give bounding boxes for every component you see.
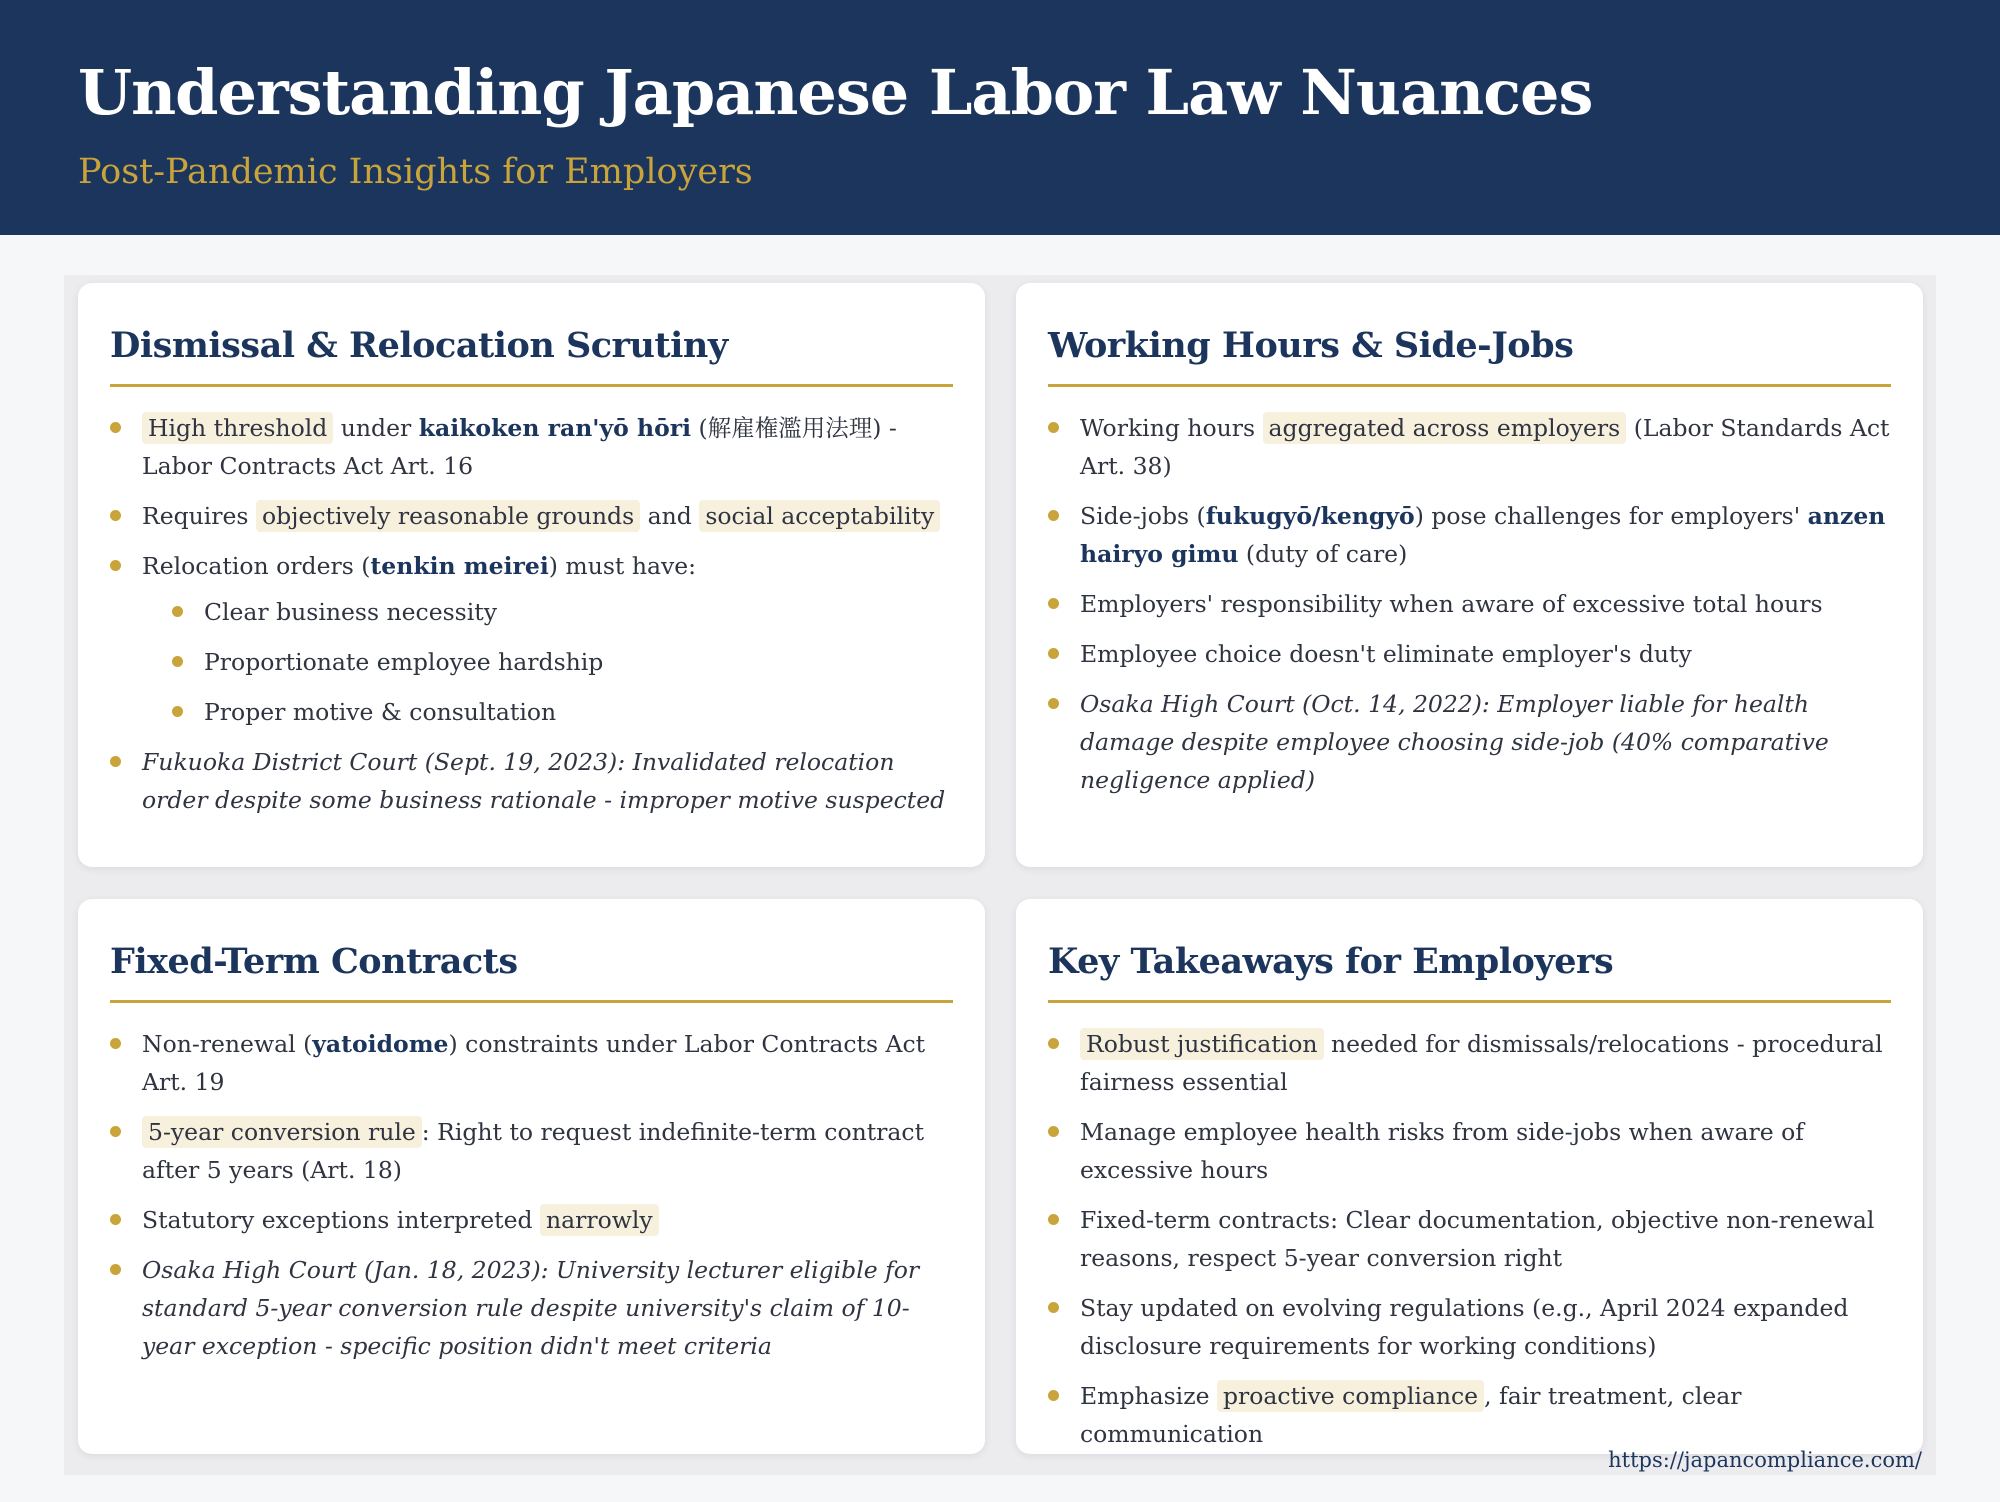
case-citation: Osaka High Court (Oct. 14, 2022): Employer liable for health damage despite employee choosing side-job (40% comparative negligence applied) — [1048, 685, 1891, 799]
text: Emphasize — [1080, 1382, 1217, 1410]
list-item — [1048, 1025, 1891, 1101]
list-item: Stay updated on evolving regulations (e.g., April 2024 expanded disclosure requirements for working conditions) — [1048, 1289, 1891, 1365]
sub-list — [142, 593, 953, 731]
text: , fair treatment, clear communication — [1080, 1382, 1742, 1448]
card-title: Fixed-Term Contracts — [110, 941, 953, 1003]
bullet-list — [1048, 409, 1891, 799]
text: ) constraints under Labor Contracts Act Art. 19 — [142, 1030, 926, 1096]
text: ) pose challenges for employers' — [1414, 502, 1808, 530]
card-key-takeaways — [1016, 899, 1923, 1454]
list-item — [110, 1201, 953, 1239]
highlight: High threshold — [142, 412, 333, 444]
text: Statutory exceptions interpreted — [142, 1206, 541, 1234]
list-item — [1048, 409, 1891, 485]
case-citation: Osaka High Court (Jan. 18, 2023): University lecturer eligible for standard 5-year conversion rule despite university's claim of 10-year exception - specific position didn't meet criteria — [110, 1251, 953, 1365]
page-title: Understanding Japanese Labor Law Nuances — [78, 56, 1593, 129]
card-title: Dismissal & Relocation Scrutiny — [110, 325, 953, 387]
bullet-list — [1048, 1025, 1891, 1453]
legal-term: anzen hairyo gimu — [1080, 502, 1886, 568]
highlight: Robust justification — [1080, 1028, 1324, 1060]
highlight: proactive compliance — [1217, 1380, 1484, 1412]
list-item: Manage employee health risks from side-jobs when aware of excessive hours — [1048, 1113, 1891, 1189]
text: under — [333, 414, 419, 442]
sub-list-item: Clear business necessity — [172, 593, 953, 631]
text: ) must have: — [548, 552, 697, 580]
highlight: aggregated across employers — [1263, 412, 1627, 444]
text: : Right to request indefinite-term contract after 5 years (Art. 18) — [142, 1118, 925, 1184]
card-fixed-term — [78, 899, 985, 1454]
bullet-list — [110, 409, 953, 819]
highlight: narrowly — [540, 1204, 659, 1236]
sub-list-item: Proper motive & consultation — [172, 693, 953, 731]
list-item — [1048, 1377, 1891, 1453]
legal-term: yatoidome — [312, 1030, 449, 1058]
card-title: Working Hours & Side-Jobs — [1048, 325, 1891, 387]
list-item — [110, 497, 953, 535]
text: Side-jobs ( — [1080, 502, 1206, 530]
highlight: social acceptability — [699, 500, 940, 532]
page-header — [0, 0, 2000, 235]
list-item — [110, 1025, 953, 1101]
list-item — [110, 1113, 953, 1189]
card-working-hours — [1016, 283, 1923, 867]
list-item: Fixed-term contracts: Clear documentation, objective non-renewal reasons, respect 5-year conversion right — [1048, 1201, 1891, 1277]
text: Relocation orders ( — [142, 552, 371, 580]
text: (解雇権濫用法理) - Labor Contracts Act Art. 16 — [142, 414, 897, 480]
text: and — [640, 502, 700, 530]
bullet-list — [110, 1025, 953, 1365]
legal-term: fukugyō/kengyō — [1205, 502, 1415, 530]
legal-term: tenkin meirei — [370, 552, 549, 580]
page-subtitle: Post-Pandemic Insights for Employers — [78, 152, 753, 192]
source-url-link[interactable]: https://japancompliance.com/ — [1608, 1448, 1922, 1472]
text: (Labor Standards Act Art. 38) — [1080, 414, 1890, 480]
legal-term: kaikoken ran'yō hōri — [418, 414, 692, 442]
card-dismissal — [78, 283, 985, 867]
list-item: Employee choice doesn't eliminate employer's duty — [1048, 635, 1891, 673]
list-item: Employers' responsibility when aware of excessive total hours — [1048, 585, 1891, 623]
highlight: objectively reasonable grounds — [256, 500, 640, 532]
card-title: Key Takeaways for Employers — [1048, 941, 1891, 1003]
text: Requires — [142, 502, 256, 530]
text: Non-renewal ( — [142, 1030, 313, 1058]
text: (duty of care) — [1238, 540, 1408, 568]
text: needed for dismissals/relocations - procedural fairness essential — [1080, 1030, 1883, 1096]
sub-list-item: Proportionate employee hardship — [172, 643, 953, 681]
list-item — [110, 547, 953, 731]
highlight: 5-year conversion rule — [142, 1116, 422, 1148]
list-item — [110, 409, 953, 485]
text: Working hours — [1080, 414, 1263, 442]
case-citation: Fukuoka District Court (Sept. 19, 2023): Invalidated relocation order despite some business rationale - improper motive suspected — [110, 743, 953, 819]
list-item — [1048, 497, 1891, 573]
